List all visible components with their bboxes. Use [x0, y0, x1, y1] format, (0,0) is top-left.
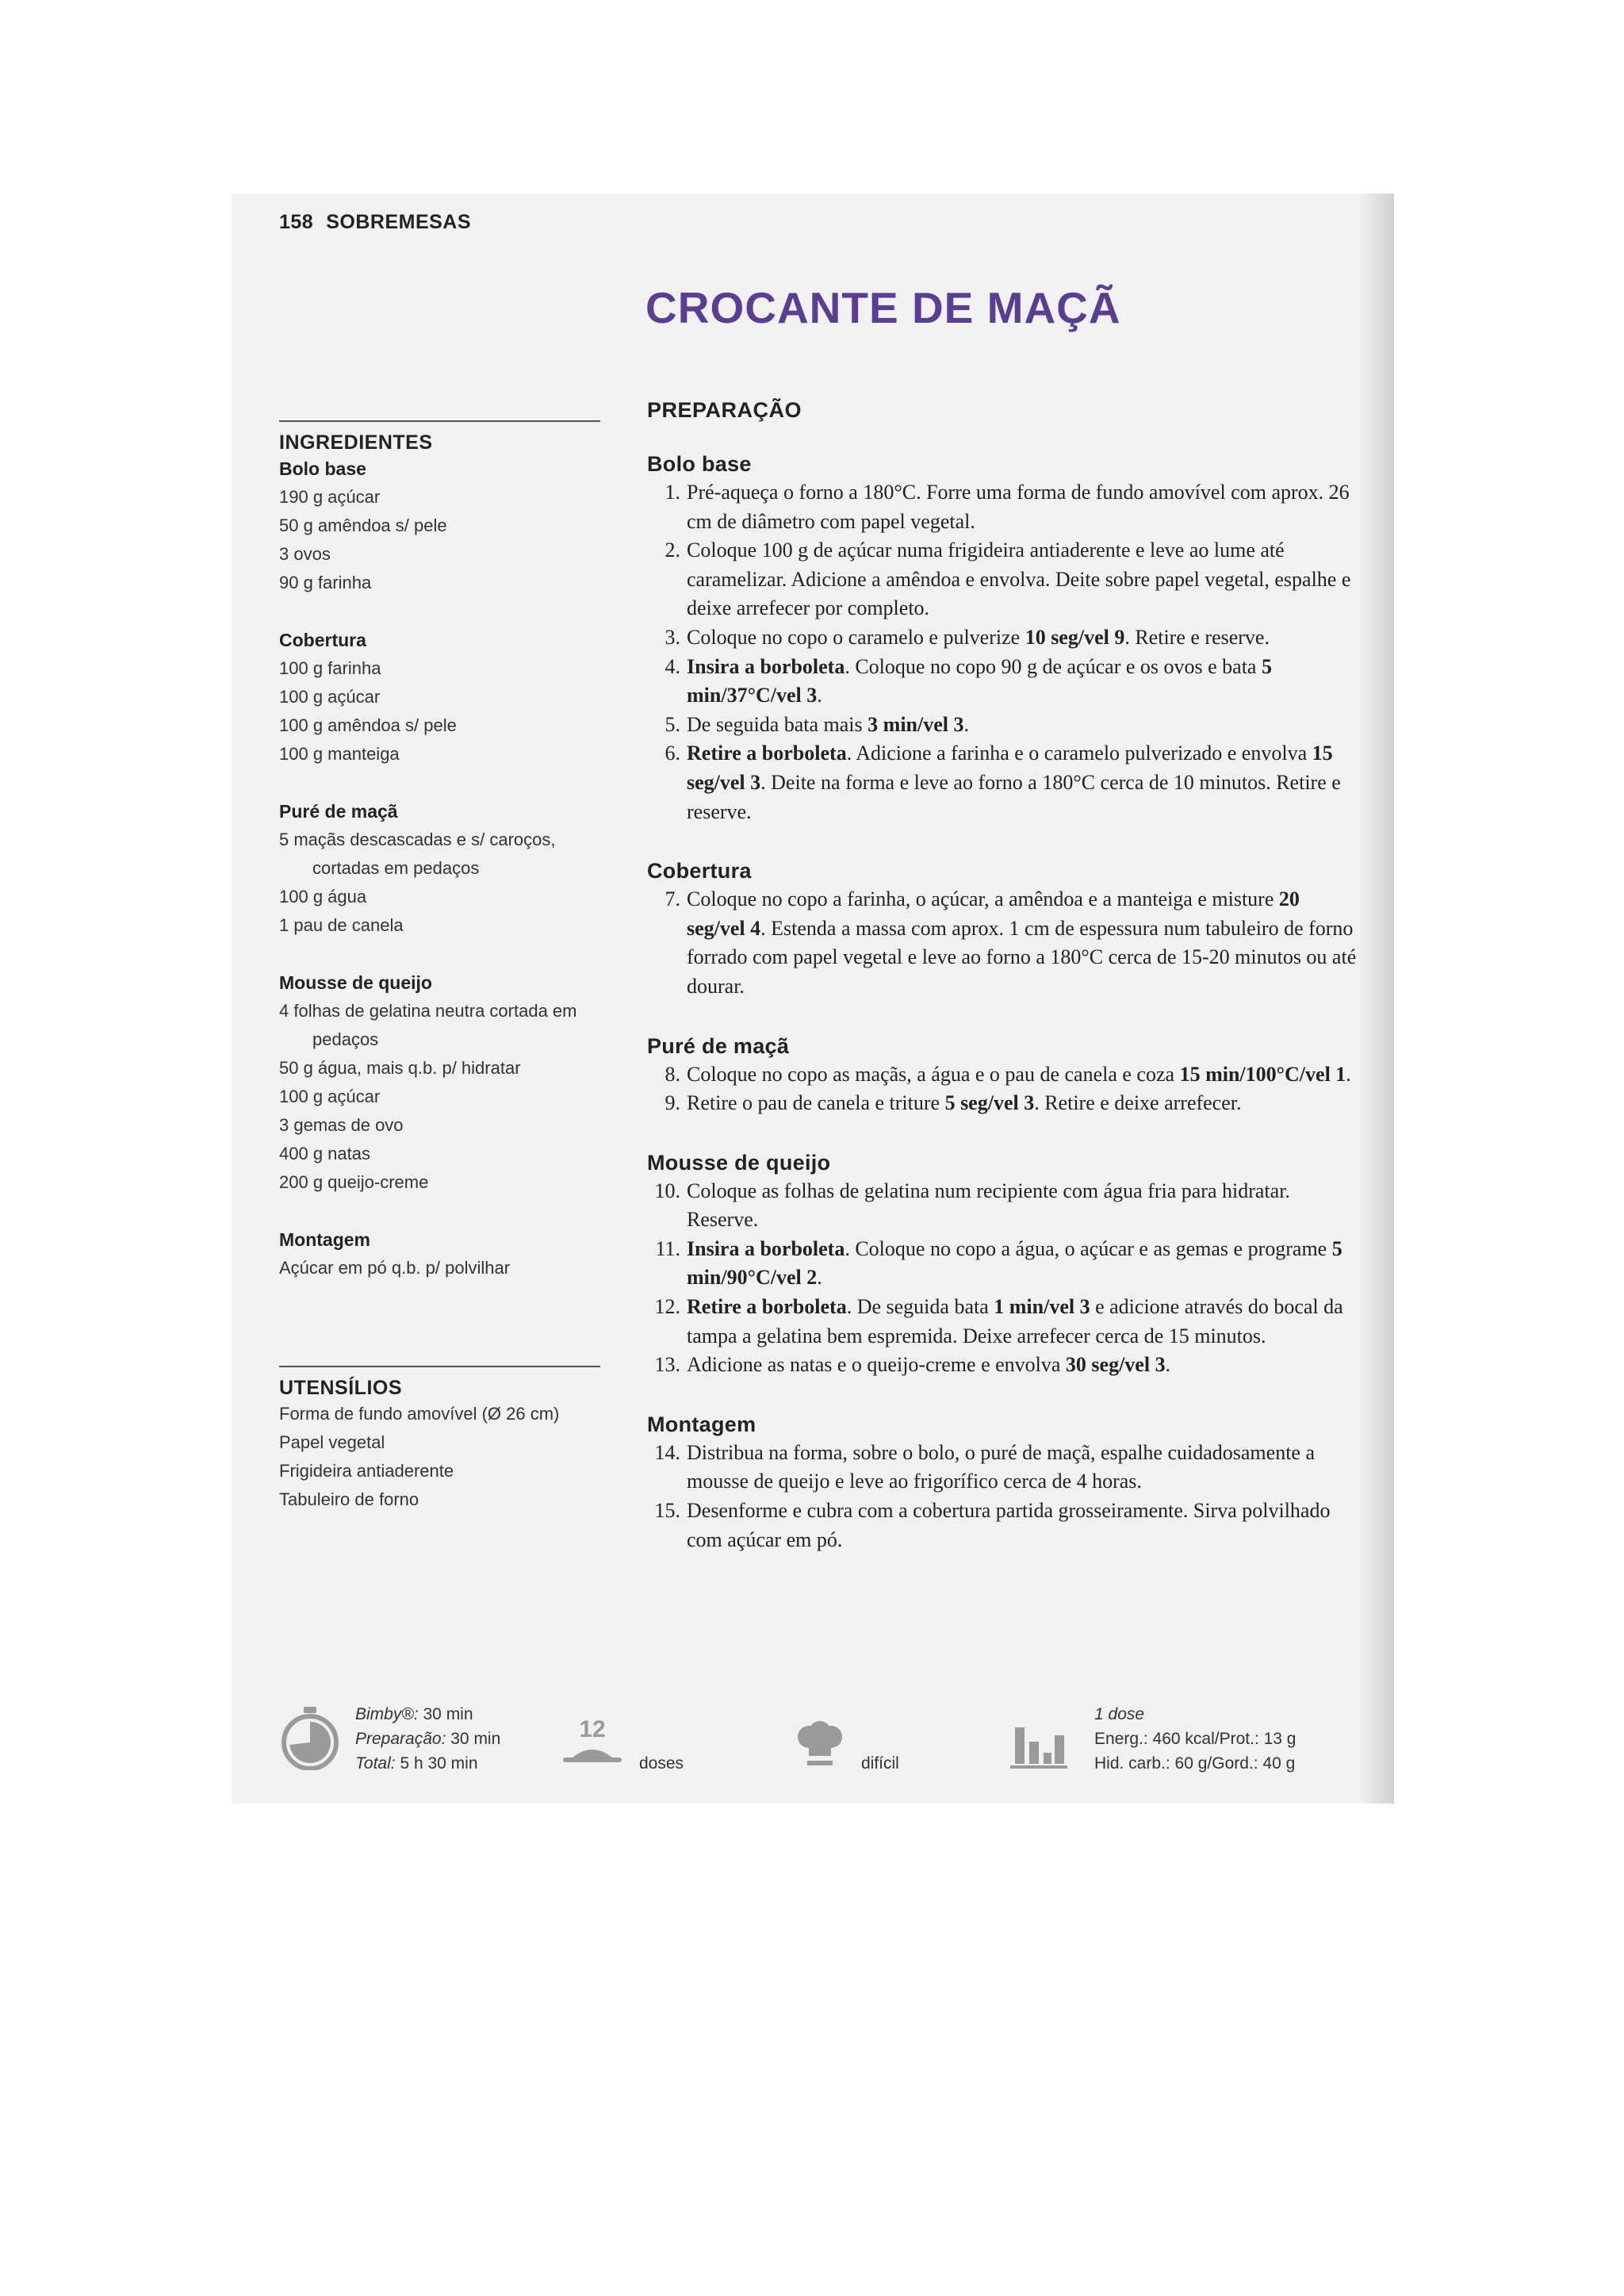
ingredient-item: Açúcar em pó q.b. p/ polvilhar — [279, 1258, 511, 1278]
servings-icon — [560, 1713, 625, 1769]
nutrition-bars-icon — [1010, 1724, 1067, 1770]
nutrition-portion: 1 dose — [1094, 1705, 1145, 1723]
time-preparation: Preparação: 30 min — [355, 1730, 501, 1748]
ingredient-groups — [279, 454, 604, 1282]
step-emphasis: 5 min/37°C/vel 3 — [687, 654, 1272, 707]
step-item — [647, 1293, 1361, 1351]
step-item — [647, 653, 1361, 711]
step-text-part: Coloque 100 g de açúcar numa frigideira antiaderente e leve ao lume até caramelizar. Adicione a amêndoa e envolva. Deite sobre papel vegetal, espalhe e deixe arrefecer por completo. — [687, 539, 1351, 620]
utensil-item: Tabuleiro de forno — [279, 1489, 419, 1509]
ingredient-group — [279, 1225, 604, 1282]
utensil-item: Forma de fundo amovível (Ø 26 cm) — [279, 1404, 560, 1424]
step-text-part: . Deite na forma e leve ao forno a 180°C cerca de 10 minutos. Retire e reserve. — [687, 770, 1341, 823]
step-number: 3. — [665, 625, 680, 649]
time-bimby: Bimby®: 30 min — [355, 1705, 473, 1723]
step-text-part: . — [1165, 1353, 1171, 1377]
step-item — [647, 739, 1361, 826]
utensil-item: Frigideira antiaderente — [279, 1461, 454, 1481]
step-number: 1. — [665, 481, 680, 504]
step-emphasis: 5 min/90°C/vel 2 — [687, 1236, 1342, 1290]
ingredient-item: 3 gemas de ovo — [279, 1115, 404, 1135]
step-text-part: . Coloque no copo a água, o açúcar e as gemas e programe — [845, 1236, 1332, 1260]
step-emphasis: 3 min/vel 3 — [868, 712, 964, 736]
step-text — [687, 1237, 1342, 1290]
step-number: 15. — [654, 1499, 680, 1523]
step-text — [687, 481, 1350, 533]
step-item — [647, 1060, 1361, 1090]
step-text-part: . Adicione a farinha e o caramelo pulverizado e envolva — [846, 742, 1312, 765]
step-item — [647, 1177, 1361, 1235]
step-number: 14. — [654, 1440, 680, 1464]
stopwatch-icon — [281, 1707, 339, 1770]
step-emphasis: Insira a borboleta — [687, 1236, 845, 1260]
step-group — [647, 450, 1361, 826]
step-item — [647, 1497, 1361, 1554]
utensil-item: Papel vegetal — [279, 1432, 385, 1452]
step-text — [687, 1295, 1343, 1347]
step-emphasis: 15 min/100°C/vel 1 — [1179, 1062, 1346, 1086]
ingredient-item: 1 pau de canela — [279, 915, 404, 935]
step-number: 10. — [654, 1179, 680, 1202]
step-text-part: . Estenda a massa com aprox. 1 cm de espessura num tabuleiro de forno forrado com papel vegetal e leve ao forno a 180°C cerca de 15-20 minutos ou até dourar. — [687, 916, 1357, 998]
step-text — [687, 539, 1350, 619]
step-item — [647, 478, 1361, 536]
ingredient-item: 100 g água — [279, 887, 367, 907]
ingredients-column — [279, 420, 604, 1311]
section-name: SOBREMESAS — [326, 211, 472, 233]
servings-label: doses — [639, 1754, 684, 1773]
preparation-column — [647, 398, 1361, 1585]
step-text-part: . Retire e reserve. — [1124, 625, 1270, 649]
step-text — [687, 1063, 1351, 1086]
step-group — [647, 1148, 1361, 1380]
step-text — [687, 1091, 1242, 1114]
recipe-title: CROCANTE DE MAÇÃ — [645, 283, 1121, 332]
step-emphasis: Insira a borboleta — [687, 654, 845, 678]
time-total: Total: 5 h 30 min — [355, 1754, 478, 1773]
step-text-part: . Retire e deixe arrefecer. — [1034, 1091, 1242, 1115]
recipe-footer — [232, 1700, 1394, 1788]
step-number: 5. — [665, 712, 680, 736]
step-emphasis: 30 seg/vel 3 — [1065, 1353, 1166, 1377]
ingredient-group-title: Mousse de queijo — [279, 972, 432, 993]
step-emphasis: 15 seg/vel 3 — [687, 742, 1333, 794]
ingredient-item: 200 g queijo-creme — [279, 1172, 429, 1192]
step-number: 8. — [665, 1062, 680, 1086]
nutrition-line-1: Energ.: 460 kcal/Prot.: 13 g — [1094, 1730, 1297, 1748]
ingredient-item: 4 folhas de gelatina neutra cortada em pedaços — [279, 1001, 577, 1049]
step-text-part: e adicione através do bocal da tampa a gelatina bem espremida. Deixe arrefecer cerca de 15 minutos. — [687, 1295, 1343, 1347]
ingredient-item: 100 g açúcar — [279, 687, 381, 707]
step-number: 11. — [655, 1236, 680, 1260]
step-number: 12. — [654, 1295, 680, 1319]
utensils-title: UTENSÍLIOS — [279, 1377, 403, 1399]
ingredients-title: INGREDIENTES — [279, 431, 433, 454]
step-item — [647, 1089, 1361, 1118]
recipe-page — [232, 194, 1394, 1803]
utensils-section — [279, 1366, 604, 1514]
step-number: 4. — [665, 654, 680, 678]
step-item — [647, 1439, 1361, 1497]
times-block — [355, 1702, 500, 1776]
ingredient-item: 100 g açúcar — [279, 1087, 381, 1106]
ingredient-group — [279, 626, 604, 769]
step-text-part: Adicione as natas e o queijo-creme e envolva — [687, 1353, 1066, 1377]
ingredient-group — [279, 968, 604, 1197]
ingredient-item: 50 g amêndoa s/ pele — [279, 516, 447, 535]
ingredient-item: 100 g manteiga — [279, 744, 400, 764]
step-text-part: Coloque no copo a farinha, o açúcar, a amêndoa e a manteiga e misture — [687, 887, 1279, 911]
step-emphasis: 20 seg/vel 4 — [687, 887, 1300, 940]
utensil-list — [279, 1400, 604, 1514]
step-text — [687, 1441, 1315, 1493]
step-group-title: Bolo base — [647, 452, 752, 476]
ingredient-item: 400 g natas — [279, 1144, 370, 1163]
step-text — [687, 1499, 1330, 1551]
servings-number: 12 — [579, 1716, 606, 1742]
step-emphasis: Retire a borboleta — [687, 742, 847, 765]
step-text-part: Pré-aqueça o forno a 180°C. Forre uma forma de fundo amovível com aprox. 26 cm de diâmetro com papel vegetal. — [687, 481, 1350, 533]
ingredient-item: 90 g farinha — [279, 573, 372, 592]
step-text-part: Coloque no copo o caramelo e pulverize — [687, 625, 1025, 649]
step-number: 13. — [654, 1353, 680, 1377]
page-number: 158 — [279, 211, 314, 233]
step-number: 9. — [665, 1091, 680, 1115]
ingredient-item: 190 g açúcar — [279, 487, 381, 507]
ingredient-item: 5 maçãs descascadas e s/ caroços, cortadas em pedaços — [279, 830, 556, 878]
ingredient-item: 100 g amêndoa s/ pele — [279, 715, 457, 735]
step-emphasis: 5 seg/vel 3 — [944, 1091, 1035, 1115]
difficulty-label: difícil — [861, 1754, 899, 1773]
ingredient-group-title: Bolo base — [279, 458, 366, 479]
step-emphasis: Retire a borboleta — [687, 1295, 847, 1319]
preparation-title: PREPARAÇÃO — [647, 398, 802, 422]
step-text — [687, 655, 1272, 707]
step-item — [647, 885, 1361, 1001]
step-item — [647, 1235, 1361, 1293]
step-text — [687, 742, 1341, 822]
step-group-title: Cobertura — [647, 859, 752, 884]
step-number: 6. — [665, 742, 680, 765]
step-text — [687, 713, 969, 736]
section-divider — [279, 420, 600, 422]
step-emphasis: 1 min/vel 3 — [994, 1295, 1090, 1319]
ingredient-group — [279, 454, 604, 597]
step-text-part: Distribua na forma, sobre o bolo, o puré de maçã, espalhe cuidadosamente a mousse de queijo e leve ao frigorífico cerca de 4 horas. — [687, 1440, 1315, 1493]
ingredient-item: 100 g farinha — [279, 658, 381, 678]
ingredient-group-title: Puré de maçã — [279, 801, 398, 822]
step-number: 2. — [665, 539, 680, 562]
step-group-title: Montagem — [647, 1412, 756, 1436]
nutrition-block — [1094, 1702, 1296, 1776]
step-text-part: . — [963, 712, 969, 736]
ingredient-item: 50 g água, mais q.b. p/ hidratar — [279, 1058, 521, 1078]
step-groups — [647, 450, 1361, 1554]
step-text-part: De seguida bata mais — [687, 712, 868, 736]
step-text — [687, 887, 1356, 998]
step-text-part: Desenforme e cubra com a cobertura partida grosseiramente. Sirva polvilhado com açúcar em pó. — [687, 1499, 1331, 1551]
step-group-title: Mousse de queijo — [647, 1150, 831, 1175]
step-item — [647, 711, 1361, 740]
step-text — [687, 1179, 1290, 1232]
step-text-part: . — [817, 1266, 822, 1290]
ingredient-group — [279, 797, 604, 940]
step-item — [647, 623, 1361, 653]
step-text-part: Coloque no copo as maçãs, a água e o pau de canela e coza — [687, 1062, 1180, 1086]
step-text-part: . Coloque no copo 90 g de açúcar e os ovos e bata — [845, 654, 1262, 678]
step-text — [687, 1353, 1170, 1376]
step-text-part: . — [1346, 1062, 1351, 1086]
step-text-part: . — [817, 684, 822, 707]
section-divider — [279, 1366, 600, 1367]
step-number: 7. — [665, 887, 680, 911]
ingredient-group-title: Montagem — [279, 1229, 370, 1250]
step-group — [647, 1032, 1361, 1118]
step-text — [687, 626, 1270, 649]
step-text-part: . De seguida bata — [846, 1295, 994, 1319]
step-text-part: Coloque as folhas de gelatina num recipiente com água fria para hidratar. Reserve. — [687, 1179, 1290, 1232]
step-group — [647, 1410, 1361, 1554]
step-emphasis: 10 seg/vel 9 — [1025, 625, 1125, 649]
step-text-part: Retire o pau de canela e triture — [687, 1091, 945, 1115]
page-header — [279, 211, 484, 234]
step-group-title: Puré de maçã — [647, 1033, 790, 1058]
ingredient-item: 3 ovos — [279, 544, 331, 564]
chef-hat-icon — [796, 1721, 844, 1770]
nutrition-line-2: Hid. carb.: 60 g/Gord.: 40 g — [1094, 1754, 1296, 1773]
page-edge-shadow — [1359, 194, 1394, 1803]
step-item — [647, 536, 1361, 623]
ingredient-group-title: Cobertura — [279, 630, 366, 650]
step-group — [647, 857, 1361, 1001]
step-item — [647, 1351, 1361, 1380]
